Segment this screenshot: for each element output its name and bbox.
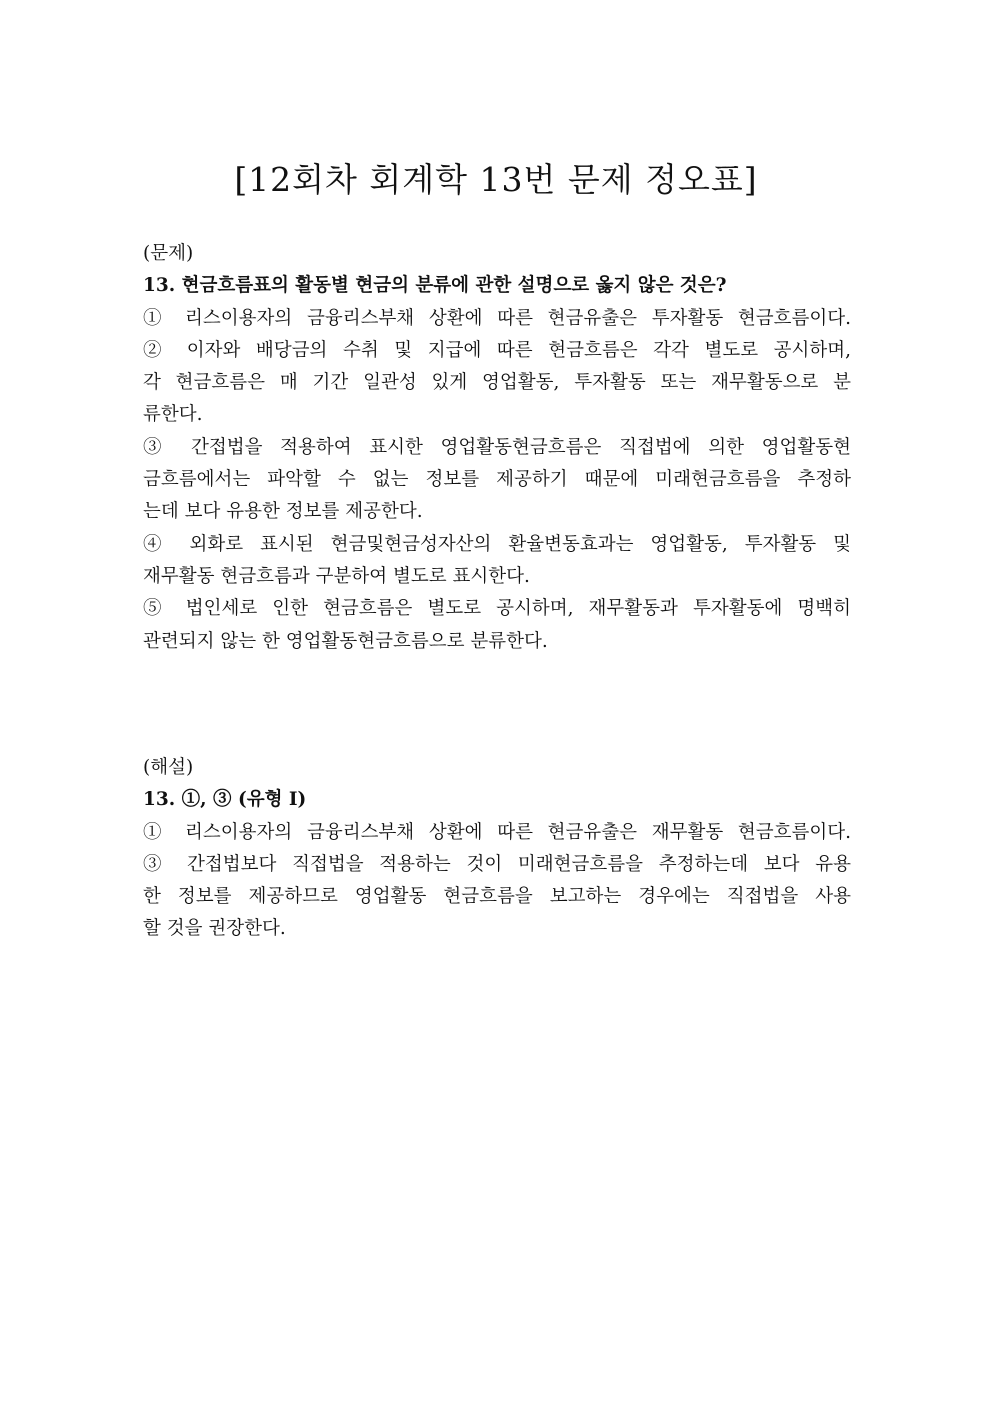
option-line: 류한다. xyxy=(143,404,203,426)
option-line: 관련되지 않는 한 영업활동현금흐름으로 분류한다. xyxy=(143,630,548,652)
explanation-line: 한 정보를 제공하므로 영업활동 현금흐름을 보고하는 경우에는 직접법을 사용 xyxy=(143,886,851,908)
option-line: 재무활동 현금흐름과 구분하여 별도로 표시한다. xyxy=(143,565,530,587)
solution-section xyxy=(143,752,851,946)
option-line: 각 현금흐름은 매 기간 일관성 있게 영업활동, 투자활동 또는 재무활동으로 분 xyxy=(143,372,851,394)
explanation-line: 할 것을 권장한다. xyxy=(143,918,286,940)
option-line: ④ 외화로 표시된 현금및현금성자산의 환율변동효과는 영업활동, 투자활동 및 xyxy=(143,533,851,555)
option-line: ⑤ 법인세로 인한 현금흐름은 별도로 공시하며, 재무활동과 투자활동에 명백히 xyxy=(143,598,851,620)
solution-label: (해설) xyxy=(143,757,194,778)
question-text: 13. 현금흐름표의 활동별 현금의 분류에 관한 설명으로 옳지 않은 것은? xyxy=(143,275,727,297)
explanation-line: ① 리스이용자의 금융리스부채 상환에 따른 현금유출은 재무활동 현금흐름이다. xyxy=(143,821,851,843)
answer-text: 13. ①, ③ (유형 Ⅰ) xyxy=(143,789,307,811)
problem-section xyxy=(143,238,851,658)
problem-label: (문제) xyxy=(143,243,194,264)
option-line: ① 리스이용자의 금융리스부채 상환에 따른 현금유출은 투자활동 현금흐름이다. xyxy=(143,307,851,329)
option-line: ② 이자와 배당금의 수취 및 지급에 따른 현금흐름은 각각 별도로 공시하며, xyxy=(143,339,851,361)
option-line: 는데 보다 유용한 정보를 제공한다. xyxy=(143,501,423,523)
explanation-line: ③ 간접법보다 직접법을 적용하는 것이 미래현금흐름을 추정하는데 보다 유용 xyxy=(143,853,851,875)
page-title: [12회차 회계학 13번 문제 정오표] xyxy=(234,160,758,199)
option-line: 금흐름에서는 파악할 수 없는 정보를 제공하기 때문에 미래현금흐름을 추정하 xyxy=(143,469,851,491)
option-line: ③ 간접법을 적용하여 표시한 영업활동현금흐름은 직접법에 의한 영업활동현 xyxy=(143,436,851,458)
